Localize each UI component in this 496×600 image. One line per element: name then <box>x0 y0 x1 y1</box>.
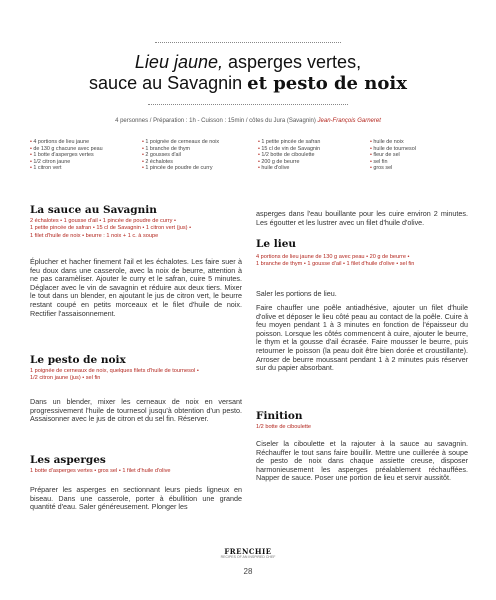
ingredient-item: • gros sel <box>370 165 466 172</box>
pesto-instructions: Dans un blender, mixer les cerneaux de noix en versant progressivement l'huile de tournesol jusqu'à obtention d'un pesto. Assaisonner avec le jus de citron et du sel fin. Réserver. <box>30 397 242 424</box>
ingredient-item: • 1/2 citron jaune <box>30 159 136 166</box>
ingredient-item: • 1 petite pincée de safran <box>258 139 364 146</box>
recipe-meta: 4 personnes / Préparation : 1h - Cuisson : 15min / côtes du Jura (Savagnin) Jean-François Garneret <box>115 118 381 124</box>
ingredient-item: • 1 pincée de poudre de curry <box>142 165 252 172</box>
pesto-ingredients: 1 poignée de cerneaux de noix, quelques filets d'huile de tournesol • 1/2 citron jaune (jus) • sel fin <box>30 368 199 382</box>
ingredient-item: • 1 citron vert <box>30 165 136 172</box>
ingredients-col-2 <box>142 139 252 172</box>
ingredient-item: • 2 échalotes <box>142 159 252 166</box>
lieu-instructions-2: Faire chauffer une poêle antiadhésive, ajouter un filet d'huile d'olive et déposer le lieu côté peau au contact de la poêle. Cuire à feu moyen pendant 1 à 3 minutes en fonction de l'épaisseur du poisson. Lorsque les côtés commencent à cuire, ajouter le beurre, le thym et la gousse d'ail écrasée. Faire mousser le beurre, puis retourner le poisson (la peau doit être bien dorée et croustillante). Arroser de beurre moussant pendant 1 à 2 minutes puis réserver sur du papier absorbant. <box>256 303 468 373</box>
ingredient-item: • huile de noix <box>370 139 466 146</box>
ingredient-item: • 1 poignée de cerneaux de noix <box>142 139 252 146</box>
sauce-instructions: Éplucher et hacher finement l'ail et les échalotes. Les faire suer à feu doux dans une casserole, avec la noix de beurre, attention à ne pas caramèliser. Ajouter le curry et le safran, cuire 5 minutes. Déglacer avec le vin de savagnin et réduire aux deux tiers. Mixer le tout dans un blender, en ajoutant le jus de citron vert, le beurre restant coupé en petits morceaux et le filet d'huile de noix. Rectifier l'assaisonnement. <box>30 257 242 318</box>
asperges-instructions-continued: asperges dans l'eau bouillante pour les cuire environ 2 minutes. Les égoutter et les lustrer avec un filet d'huile d'olive. <box>256 209 468 227</box>
ingredients-col-1 <box>30 139 136 172</box>
page-number: 28 <box>243 567 253 576</box>
ingredient-item: • 1/2 botte de ciboulette <box>258 152 364 159</box>
brand-logo: FRENCHIE <box>224 547 272 556</box>
asperges-heading: Les asperges <box>30 454 106 466</box>
ingredients-col-4 <box>370 139 466 172</box>
ingredient-item: • 15 cl de vin de Savagnin <box>258 146 364 153</box>
ingredient-item: • fleur de sel <box>370 152 466 159</box>
ingredient-item: • 4 portions de lieu jaune <box>30 139 136 146</box>
ingredient-item: • 1 branche de thym <box>142 146 252 153</box>
top-divider <box>155 42 341 43</box>
ingredient-item: • de 130 g chacune avec peau <box>30 146 136 153</box>
finition-instructions: Ciseler la ciboulette et la rajouter à la sauce au savagnin. Réchauffer le tout sans faire bouillir. Mettre une cuillerée à soupe de pesto de noix dans chaque assiette creuse, disposer harmonieusement les asperges préalablement réchauffées. Napper de sauce. Poser une portion de lieu et servir aussitôt. <box>256 439 468 483</box>
ingredient-item: • huile d'olive <box>258 165 364 172</box>
ingredient-item: • 2 gousses d'ail <box>142 152 252 159</box>
sauce-heading: La sauce au Savagnin <box>30 204 157 216</box>
pesto-heading: Le pesto de noix <box>30 354 126 366</box>
sauce-ingredients: 2 échalotes • 1 gousse d'ail • 1 pincée de poudre de curry • 1 petite pincée de safran • 15 cl de Savagnin • 1 citron vert (jus) • 1 filet d'huile de noix • beurre : 1 noix + 1 c. à soupe <box>30 218 192 239</box>
lieu-instructions-1: Saler les portions de lieu. <box>256 289 337 298</box>
ingredient-item: • 1 botte d'asperges vertes <box>30 152 136 159</box>
ingredient-item: • sel fin <box>370 159 466 166</box>
title-divider <box>148 104 348 105</box>
ingredients-col-3 <box>258 139 364 172</box>
asperges-ingredients: 1 botte d'asperges vertes • gros sel • 1 filet d'huile d'olive <box>30 468 171 474</box>
brand-tagline: RECIPES OF AN INSPIRED CHEF <box>220 555 276 559</box>
ingredient-item: • huile de tournesol <box>370 146 466 153</box>
lieu-ingredients: 4 portions de lieu jaune de 130 g avec peau • 20 g de beurre • 1 branche de thym • 1 gousse d'ail • 1 filet d'huile d'olive • sel fin <box>256 254 415 268</box>
asperges-instructions: Préparer les asperges en sectionnant leurs pieds ligneux en biseau. Dans une casserole, porter à ébullition une grande quantité d'eau. Saler généreusement. Plonger les <box>30 485 242 512</box>
finition-heading: Finition <box>256 410 303 422</box>
recipe-title-line2: sauce au Savagnin et pesto de noix <box>89 73 407 94</box>
lieu-heading: Le lieu <box>256 238 297 250</box>
recipe-title-line1: Lieu jaune, asperges vertes, <box>134 52 362 72</box>
finition-ingredients: 1/2 botte de ciboulette <box>256 424 312 430</box>
ingredient-item: • 200 g de beurre <box>258 159 364 166</box>
